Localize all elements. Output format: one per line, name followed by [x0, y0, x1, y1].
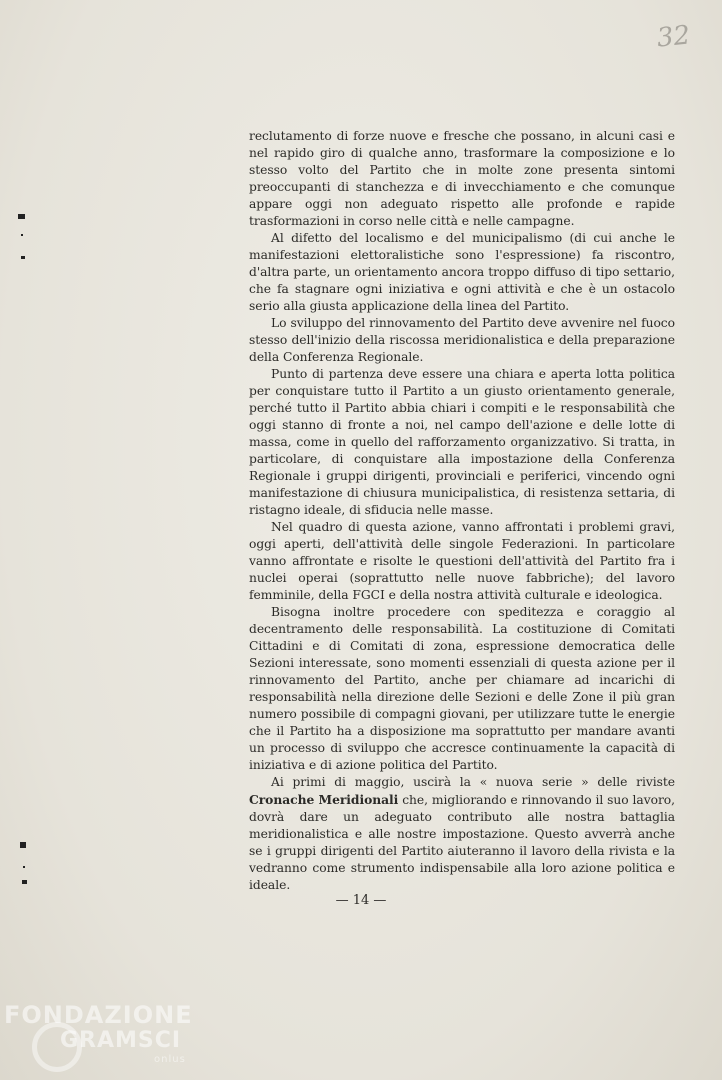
document-body-text	[249, 128, 675, 894]
paragraph-text: che, migliorando e rinnovando il suo lavoro, dovrà dare un adeguato contributo alle nostra battaglia meridionalistica e alle nostre impostazione. Questo avverrà anche se i gruppi dirigenti del Partito aiuteranno il lavoro della rivista e la vedranno come strumento indispensabile alla loro azione politica e ideale.	[249, 793, 676, 892]
journal-title: Cronache Meridionali	[249, 792, 399, 807]
watermark-line: onlus	[154, 1054, 186, 1065]
binding-hole-mark	[21, 234, 23, 236]
binding-hole-mark	[23, 866, 25, 868]
paragraph: reclutamento di forze nuove e fresche che possano, in alcuni casi e nel rapido giro di qualche anno, trasformare la composizione e lo stesso volto del Partito che in molte zone presenta sintomi preoccupanti di stanchezza e di invecchiamento e che comunque appare oggi non adeguato rispetto alle profonde e rapide trasformazioni in corso nelle città e nelle campagne.	[249, 129, 675, 228]
paragraph-last	[249, 774, 675, 894]
paragraph: Bisogna inoltre procedere con speditezza e coraggio al decentramento delle responsabilità. La costituzione di Comitati Cittadini e di Comitati di zona, espressione democratica delle Sezioni interessate, sono momenti essenziali di questa azione per il rinnovamento del Partito, anche per chiamare ad incarichi di responsabilità nella direzione delle Sezioni e delle Zone il più gran numero possibile di compagni giovani, per utilizzare tutte le energie che il Partito ha a disposizione ma soprattutto per mandare avanti un processo di sviluppo che accresce continuamente la capacità di iniziativa e di azione politica del Partito.	[249, 605, 675, 772]
paragraph: Lo sviluppo del rinnovamento del Partito deve avvenire nel fuoco stesso dell'inizio della riscossa meridionalistica e della preparazione della Conferenza Regionale.	[249, 316, 675, 364]
archive-page-stamp: 32	[655, 20, 692, 54]
watermark-line: GRAMSCI	[60, 1028, 182, 1053]
page-number: — 14 —	[335, 893, 387, 908]
paragraph-text: Ai primi di maggio, uscirà la « nuova serie » delle riviste	[271, 775, 675, 789]
paragraph: Al difetto del localismo e del municipalismo (di cui anche le manifestazioni elettoralistiche sono l'espressione) fa riscontro, d'altra parte, un orientamento ancora troppo diffuso di tipo settario, che fa stagnare ogni iniziativa e ogni attività e che è un ostacolo serio alla giusta applicazione della linea del Partito.	[249, 231, 675, 313]
paragraph: Nel quadro di questa azione, vanno affrontati i problemi gravi, oggi aperti, dell'attività delle singole Federazioni. In particolare vanno affrontate e risolte le questioni dell'attività del Partito fra i nuclei operai (soprattutto nelle nuove fabbriche); del lavoro femminile, della FGCI e della nostra attività culturale e ideologica.	[249, 520, 675, 602]
binding-hole-mark	[21, 256, 25, 259]
binding-hole-mark	[18, 214, 25, 219]
paragraph: Punto di partenza deve essere una chiara e aperta lotta politica per conquistare tutto il Partito a un giusto orientamento generale, perché tutto il Partito abbia chiari i compiti e le responsabilità che oggi stanno di fronte a noi, nel campo dell'azione e delle lotte di massa, come in quello del rafforzamento organizzativo. Si tratta, in particolare, di conquistare alla impostazione della Conferenza Regionale i gruppi dirigenti, provinciali e periferici, vincendo ogni manifestazione di chiusura municipalistica, di resistenza settaria, di ristagno ideale, di sfiducia nelle masse.	[249, 367, 675, 517]
watermark	[4, 1002, 193, 1066]
binding-hole-mark	[20, 842, 26, 848]
binding-hole-mark	[22, 880, 27, 884]
watermark-line: FONDAZIONE	[4, 1001, 193, 1029]
